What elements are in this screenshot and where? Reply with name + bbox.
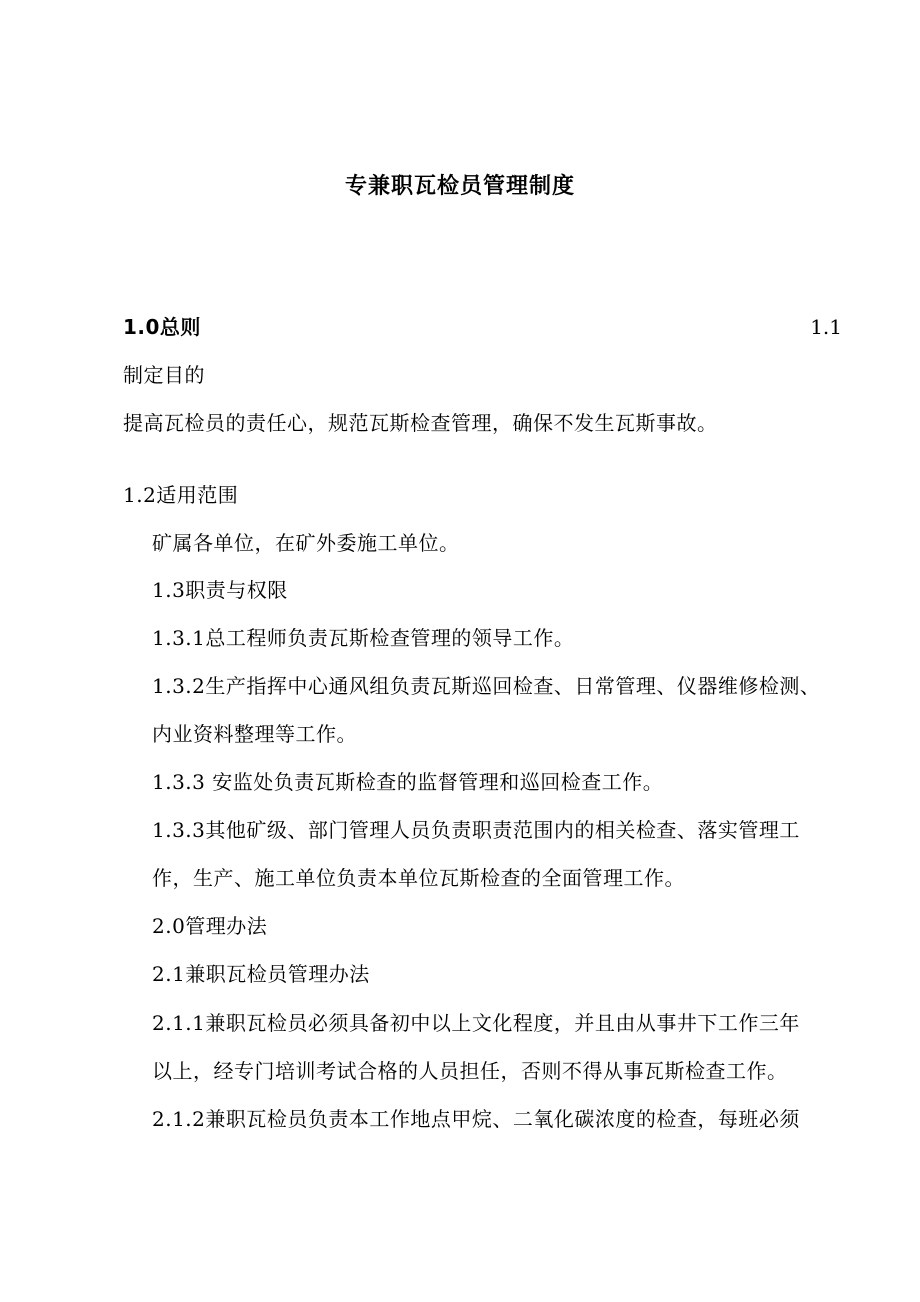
section-heading-2-1: 2.1兼职瓦检员管理办法	[152, 962, 370, 986]
document-title: 专兼职瓦检员管理制度	[344, 174, 575, 199]
section-heading-2-0: 2.0管理办法	[152, 914, 268, 938]
paragraph-1-3-3-a: 1.3.3 安监处负责瓦斯检查的监督管理和巡回检查工作。	[152, 770, 664, 794]
purpose-text: 提高瓦检员的责任心，规范瓦斯检查管理，确保不发生瓦斯事故。	[123, 411, 718, 435]
paragraph-2-1-1-line-2: 以上，经专门培训考试合格的人员担任，否则不得从事瓦斯检查工作。	[152, 1059, 788, 1083]
paragraph-2-1-2-line-1: 2.1.2兼职瓦检员负责本工作地点甲烷、二氧化碳浓度的检查，每班必须	[152, 1107, 800, 1131]
section-number-1-1: 1.1	[810, 315, 842, 339]
paragraph-2-1-1-line-1: 2.1.1兼职瓦检员必须具备初中以上文化程度，并且由从事井下工作三年	[152, 1011, 800, 1035]
scope-text: 矿属各单位，在矿外委施工单位。	[152, 531, 460, 555]
purpose-label: 制定目的	[123, 363, 205, 387]
section-heading-1-3: 1.3职责与权限	[152, 578, 288, 602]
paragraph-1-3-3-b-line-1: 1.3.3其他矿级、部门管理人员负责职责范围内的相关检查、落实管理工	[152, 818, 800, 842]
paragraph-1-3-3-b-line-2: 作，生产、施工单位负责本单位瓦斯检查的全面管理工作。	[152, 866, 685, 890]
paragraph-1-3-1: 1.3.1总工程师负责瓦斯检查管理的领导工作。	[152, 626, 575, 650]
paragraph-1-3-2-line-2: 内业资料整理等工作。	[152, 722, 357, 746]
paragraph-1-3-2-line-1: 1.3.2生产指挥中心通风组负责瓦斯巡回检查、日常管理、仪器维修检测、	[152, 674, 821, 698]
section-heading-1-2: 1.2适用范围	[123, 483, 239, 507]
section-heading-1-0: 1.0总则	[123, 315, 201, 339]
